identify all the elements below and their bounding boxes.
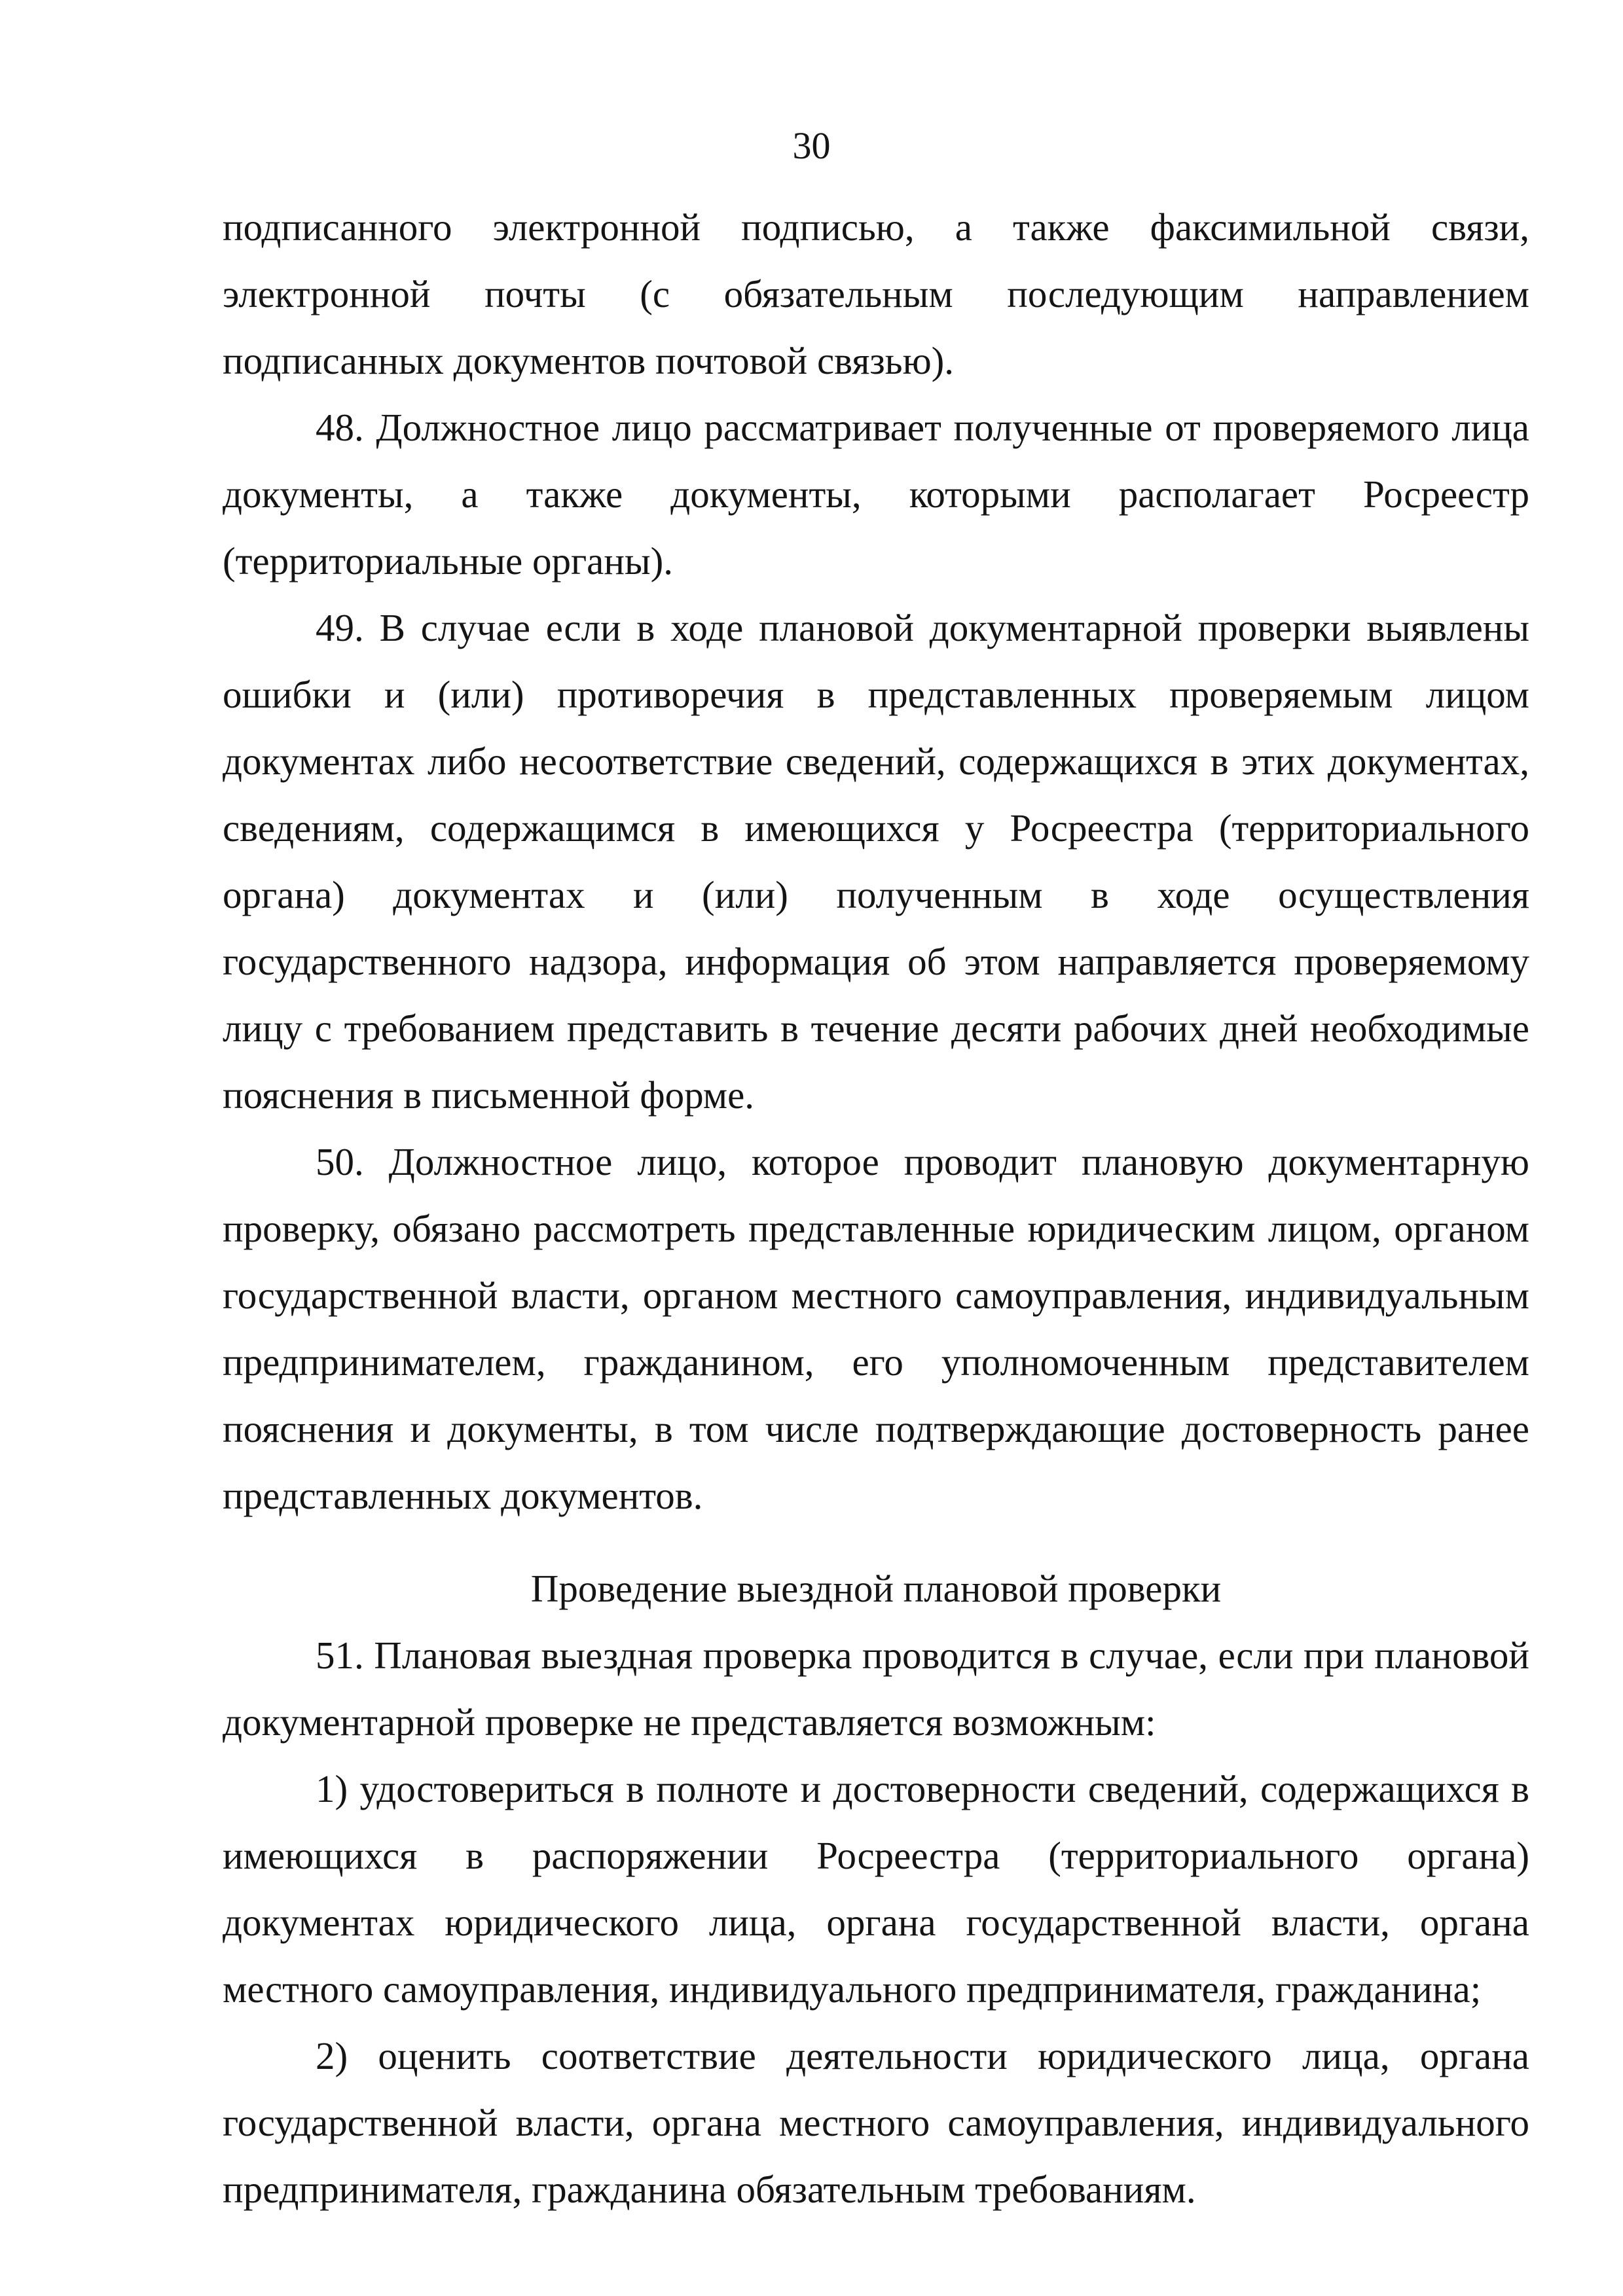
paragraph-51-item-1: 1) удостовериться в полноте и достоверности сведений, содержащихся в имеющихся в распоряжении Росреестра (территориального органа) документах юридического лица, органа государственной власти, органа местного самоуправления, индивидуального предпринимателя, гражданина; bbox=[223, 1767, 1529, 2011]
paragraph-51-item-2: 2) оценить соответствие деятельности юридического лица, органа государственной власти, органа местного самоуправления, индивидуального предпринимателя, гражданина обязательным требованиям. bbox=[223, 2034, 1529, 2211]
paragraph-50: 50. Должностное лицо, которое проводит плановую документарную проверку, обязано рассмотреть представленные юридическим лицом, органом государственной власти, органом местного самоуправления, индивидуальным предпринимателем, гражданином, его уполномоченным представителем пояснения и документы, в том числе подтверждающие достоверность ранее представленных документов. bbox=[223, 1140, 1529, 1517]
paragraph-51: 51. Плановая выездная проверка проводится в случае, если при плановой документарной проверке не представляется возможным: bbox=[223, 1634, 1529, 1744]
paragraph-continuation: подписанного электронной подписью, а также факсимильной связи, электронной почты (с обязательным последующим направлением подписанных документов почтовой связью). bbox=[223, 206, 1529, 382]
page-number: 30 bbox=[792, 124, 831, 167]
paragraph-48: 48. Должностное лицо рассматривает полученные от проверяемого лица документы, а также документы, которыми располагает Росреестр (территориальные органы). bbox=[223, 406, 1529, 583]
section-heading: Проведение выездной плановой проверки bbox=[530, 1567, 1222, 1610]
paragraph-49: 49. В случае если в ходе плановой документарной проверки выявлены ошибки и (или) противоречия в представленных проверяемым лицом документах либо несоответствие сведений, содержащихся в этих документах, сведениям, содержащимся в имеющихся у Росреестра (территориального органа) документах и (или) полученным в ходе осуществления государственного надзора, информация об этом направляется проверяемому лицу с требованием представить в течение десяти рабочих дней необходимые пояснения в письменной форме. bbox=[223, 606, 1529, 1117]
document-body bbox=[223, 194, 1529, 2223]
